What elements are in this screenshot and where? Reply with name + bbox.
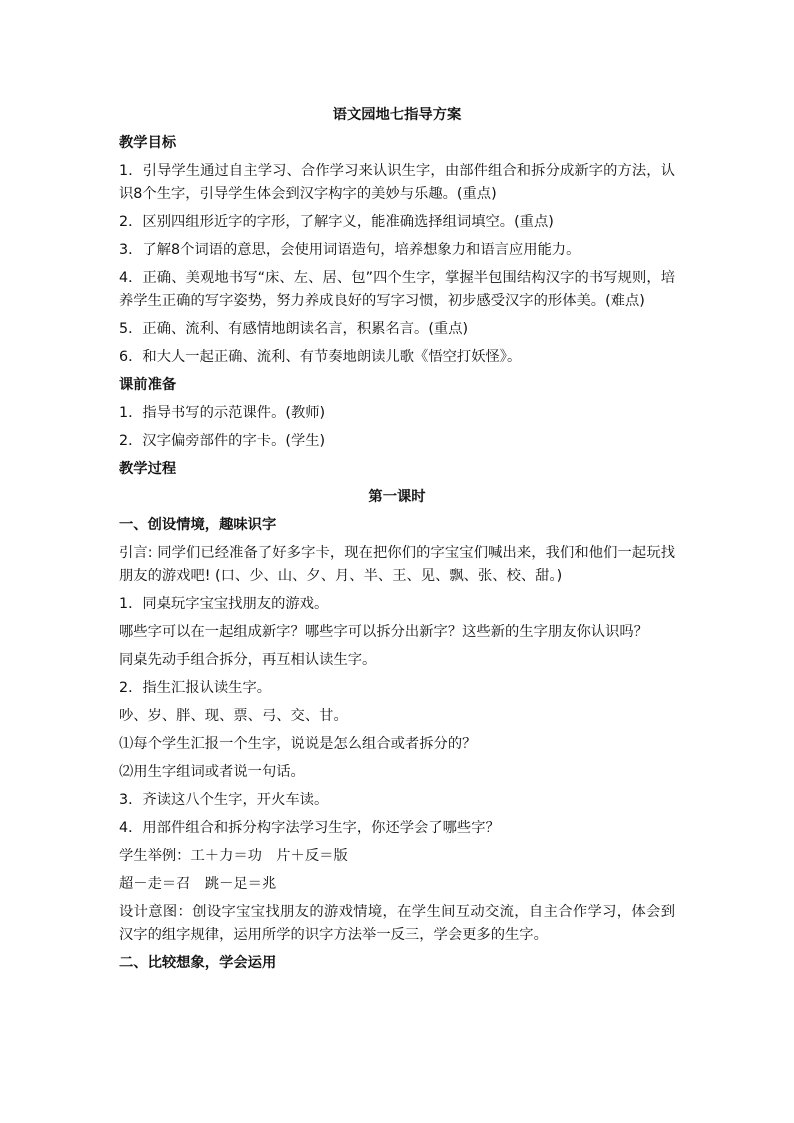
lesson-title: 第一课时 bbox=[368, 489, 426, 505]
prep-item-1: 1．指导书写的示范课件。(教师) bbox=[119, 405, 326, 421]
process-paragraph: 3．齐读这八个生字，开火车读。 bbox=[119, 792, 329, 808]
prep-heading: 课前准备 bbox=[119, 377, 177, 393]
goals-heading: 教学目标 bbox=[119, 135, 177, 151]
process-paragraph: ⑴每个学生汇报一个生字，说说是怎么组合或者拆分的？ bbox=[119, 736, 477, 752]
prep-item-2: 2．汉字偏旁部件的字卡。(学生) bbox=[119, 433, 326, 449]
document-title: 语文园地七指导方案 bbox=[332, 107, 462, 123]
goal-item-2: 2．区别四组形近字的字形，了解字义，能准确选择组词填空。(重点) bbox=[119, 214, 554, 230]
goal-item-3: 3．了解8个词语的意思，会使用词语造句，培养想象力和语言应用能力。 bbox=[119, 242, 581, 258]
part2-heading: 二、比较想象，学会运用 bbox=[119, 955, 277, 971]
process-paragraph: 1．同桌玩字宝宝找朋友的游戏。 bbox=[119, 596, 329, 612]
process-paragraph: 引言: 同学们已经准备了好多字卡，现在把你们的字宝宝们喊出来，我们和他们一起玩找朋友的游戏吧! (口、少、山、夕、月、半、王、见、飘、张、校、甜。) bbox=[119, 545, 675, 584]
process-paragraph: 同桌先动手组合拆分，再互相认读生字。 bbox=[119, 652, 377, 668]
process-paragraph: ⑵用生字组词或者说一句话。 bbox=[119, 764, 305, 780]
process-paragraph: 超－走＝召 跳－足＝兆 bbox=[119, 876, 277, 892]
goal-item-1: 1．引导学生通过自主学习、合作学习来认识生字，由部件组合和拆分成新字的方法，认识8个生字，引导学生体会到汉字构字的美妙与乐趣。(重点) bbox=[119, 163, 675, 202]
goal-item-4: 4．正确、美观地书写“床、左、居、包”四个生字，掌握半包围结构汉字的书写规则，培养学生正确的写字姿势，努力养成良好的写字习惯，初步感受汉字的形体美。(难点) bbox=[119, 270, 675, 309]
process-heading: 教学过程 bbox=[119, 461, 177, 477]
process-paragraph: 2．指生汇报认读生字。 bbox=[119, 680, 272, 696]
goal-item-5: 5．正确、流利、有感情地朗读名言，积累名言。(重点) bbox=[119, 321, 469, 337]
process-paragraph: 哪些字可以在一起组成新字？哪些字可以拆分出新字？这些新的生字朋友你认识吗？ bbox=[119, 624, 648, 640]
process-paragraph: 设计意图：创设字宝宝找朋友的游戏情境，在学生间互动交流，自主合作学习，体会到汉字的组字规律，运用所学的识字方法举一反三，学会更多的生字。 bbox=[119, 904, 675, 943]
process-paragraph: 4．用部件组合和拆分构字法学习生字，你还学会了哪些字？ bbox=[119, 820, 500, 836]
part1-heading: 一、创设情境，趣味识字 bbox=[119, 517, 277, 533]
process-paragraph: 吵、岁、胖、现、票、弓、交、甘。 bbox=[119, 708, 348, 724]
process-paragraph: 学生举例：工＋力＝功 片＋反＝版 bbox=[119, 848, 348, 864]
document-body bbox=[119, 104, 675, 980]
goal-item-6: 6．和大人一起正确、流利、有节奏地朗读儿歌《悟空打妖怪》。 bbox=[119, 349, 522, 365]
